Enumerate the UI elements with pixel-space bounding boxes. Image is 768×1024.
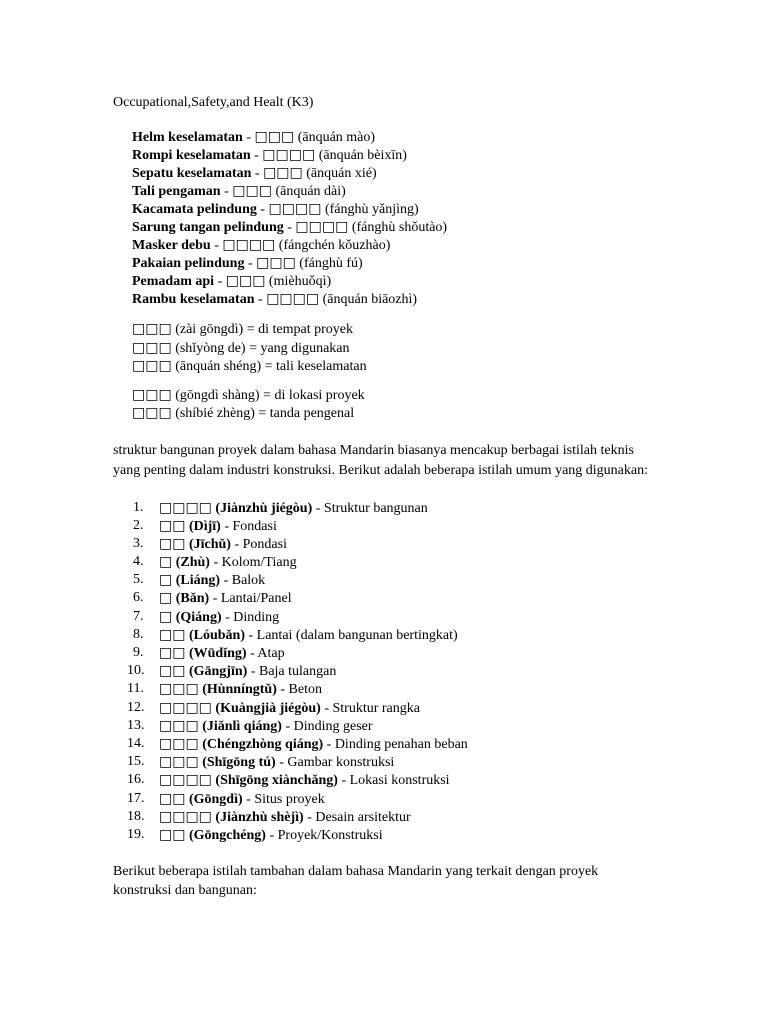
term-hanzi: □□□ [159, 735, 199, 752]
k3-separator: - [242, 130, 255, 145]
term-meaning: - Desain arsitektur [303, 809, 411, 825]
phrase-note [132, 320, 653, 339]
term-hanzi: □□ [159, 517, 186, 534]
phrase-text: (ānquán shéng) = tali keselamatan [171, 359, 367, 374]
list-number: 7. [133, 608, 144, 624]
k3-vocabulary-list [132, 128, 653, 308]
term-meaning: - Beton [276, 682, 322, 698]
k3-pinyin: (ānquán xié) [302, 166, 377, 181]
phrase-text: (shíbié zhèng) = tanda pengenal [171, 406, 355, 421]
phrase-hanzi: □□□ [132, 358, 172, 374]
term-hanzi: □ [159, 608, 173, 625]
k3-item [132, 272, 653, 290]
k3-hanzi: □□□□ [295, 219, 349, 235]
term-meaning: - Pondasi [230, 536, 287, 552]
list-item [133, 553, 653, 571]
term-hanzi: □ [159, 554, 173, 571]
phrase-note [132, 357, 653, 376]
k3-item [132, 236, 653, 254]
k3-term: Helm keselamatan [132, 130, 243, 145]
term-pinyin: (Liáng) [172, 573, 221, 589]
list-item [127, 735, 653, 753]
term-hanzi: □□□□ [159, 699, 212, 716]
k3-term: Kacamata pelindung [132, 202, 257, 217]
k3-item [132, 182, 653, 200]
k3-separator: - [214, 274, 226, 289]
list-item [127, 771, 653, 789]
term-pinyin: (Jiǎnlì qiáng) [198, 718, 282, 734]
term-pinyin: (Kuàngjià jiégòu) [211, 700, 321, 716]
term-hanzi: □ [159, 572, 173, 589]
document-title: Occupational,Safety,and Healt (K3) [113, 95, 314, 110]
term-meaning: - Struktur rangka [320, 700, 420, 716]
list-number: 19. [127, 826, 145, 842]
k3-hanzi: □□□□ [266, 291, 320, 307]
list-item [127, 662, 653, 680]
construction-terms-list [127, 499, 653, 845]
list-item [133, 535, 653, 553]
phrase-hanzi: □□□ [132, 405, 172, 421]
term-pinyin: (Wūdǐng) [185, 646, 247, 661]
k3-term: Rompi keselamatan [132, 148, 251, 163]
term-pinyin: (Gāngjīn) [185, 664, 248, 680]
term-hanzi: □□□□ [159, 772, 212, 789]
term-meaning: - Atap [246, 646, 285, 661]
term-meaning: - Kolom/Tiang [209, 555, 297, 571]
list-number: 11. [127, 681, 144, 697]
k3-separator: - [220, 184, 233, 199]
k3-term: Masker debu [132, 238, 211, 253]
phrase-hanzi: □□□ [132, 339, 172, 356]
term-pinyin: (Lóubǎn) [185, 627, 245, 643]
k3-hanzi: □□□ [256, 255, 296, 271]
list-number: 17. [127, 790, 145, 806]
term-hanzi: □□□□ [159, 499, 212, 516]
list-number: 15. [127, 754, 145, 770]
list-item [127, 699, 653, 717]
k3-item [132, 290, 653, 308]
k3-separator: - [210, 238, 223, 253]
phrase-note [132, 386, 653, 405]
term-meaning: - Dinding penahan beban [323, 736, 468, 752]
term-meaning: - Dinding [221, 609, 280, 625]
list-number: 2. [133, 517, 144, 533]
k3-separator: - [244, 256, 257, 271]
term-hanzi: □ [159, 590, 173, 607]
k3-pinyin: (fánghù shǒutào) [348, 220, 448, 235]
list-number: 12. [127, 699, 145, 715]
term-meaning: - Struktur bangunan [312, 500, 428, 516]
phrase-text: (gōngdì shàng) = di lokasi proyek [171, 387, 365, 403]
closing-paragraph: Berikut beberapa istilah tambahan dalam bahasa Mandarin yang terkait dengan proyek konstruksi dan bangunan: [113, 864, 599, 899]
k3-item [132, 254, 653, 272]
k3-separator: - [283, 220, 296, 235]
term-meaning: - Fondasi [220, 518, 277, 534]
term-pinyin: (Hùnníngtǔ) [198, 682, 277, 698]
k3-separator: - [250, 148, 263, 163]
list-number: 8. [133, 626, 144, 642]
list-item [133, 644, 653, 662]
phrase-notes-group-1 [132, 320, 653, 376]
phrase-notes-group-2 [132, 386, 653, 423]
k3-separator: - [251, 166, 264, 181]
term-pinyin: (Bǎn) [172, 591, 210, 607]
list-number: 6. [133, 590, 144, 606]
term-meaning: - Baja tulangan [247, 664, 337, 680]
term-hanzi: □□□ [159, 754, 199, 771]
k3-hanzi: □□□□ [268, 201, 322, 217]
list-item [133, 499, 653, 517]
k3-term: Rambu keselamatan [132, 292, 255, 307]
document-page [113, 94, 653, 900]
list-item [127, 790, 653, 808]
term-hanzi: □□ [159, 535, 186, 552]
term-hanzi: □□ [159, 790, 186, 807]
term-hanzi: □□□□ [159, 808, 212, 825]
k3-term: Sepatu keselamatan [132, 166, 252, 181]
phrase-note [132, 339, 653, 358]
term-meaning: - Lantai/Panel [209, 591, 292, 607]
list-item [127, 717, 653, 735]
term-pinyin: (Jīchǔ) [185, 536, 231, 552]
k3-pinyin: (fángchén kǒuzhào) [275, 238, 391, 253]
term-pinyin: (Jiànzhù shèjì) [211, 809, 304, 825]
k3-separator: - [254, 292, 267, 307]
list-number: 4. [133, 554, 144, 570]
list-item [133, 608, 653, 626]
k3-pinyin: (ānquán biāozhì) [319, 292, 418, 307]
list-number: 5. [133, 572, 144, 588]
term-pinyin: (Qiáng) [172, 609, 222, 625]
phrase-hanzi: □□□ [132, 321, 172, 337]
term-meaning: - Lantai (dalam bangunan bertingkat) [245, 627, 458, 643]
k3-hanzi: □□□ [225, 273, 266, 289]
list-item [127, 753, 653, 771]
list-item [127, 826, 653, 844]
list-number: 1. [133, 499, 144, 515]
term-pinyin: (Shīgōng xiànchǎng) [211, 773, 338, 789]
k3-item [132, 146, 653, 164]
term-hanzi: □□ [159, 826, 186, 843]
k3-term: Tali pengaman [132, 184, 221, 199]
list-number: 3. [133, 535, 144, 551]
list-number: 10. [127, 663, 145, 679]
k3-item [132, 164, 653, 182]
term-hanzi: □□□ [159, 681, 199, 698]
k3-term: Pemadam api [132, 274, 215, 289]
list-item [127, 680, 653, 698]
k3-pinyin: (mièhuǒqì) [265, 274, 332, 289]
list-item [133, 626, 653, 644]
k3-hanzi: □□□□ [222, 237, 276, 253]
term-pinyin: (Dìjī) [185, 518, 221, 534]
phrase-note [132, 404, 653, 423]
list-item [127, 808, 653, 826]
term-pinyin: (Gōngdì) [185, 791, 243, 807]
k3-term: Pakaian pelindung [132, 256, 245, 271]
term-pinyin: (Chéngzhòng qiáng) [198, 736, 324, 752]
k3-pinyin: (ānquán bèixīn) [315, 148, 407, 163]
list-item [133, 517, 653, 535]
k3-hanzi: □□□ [254, 129, 295, 145]
term-hanzi: □□ [159, 645, 186, 661]
list-number: 13. [127, 717, 145, 733]
k3-separator: - [256, 202, 269, 217]
term-meaning: - Situs proyek [242, 791, 325, 807]
list-number: 18. [127, 808, 145, 824]
k3-pinyin: (ānquán dài) [271, 184, 346, 199]
k3-pinyin: (ānquán mào) [294, 130, 376, 145]
term-hanzi: □□ [159, 663, 186, 680]
list-number: 14. [127, 735, 145, 751]
phrase-text: (shǐyòng de) = yang digunakan [171, 340, 350, 356]
k3-hanzi: □□□ [232, 183, 272, 199]
term-pinyin: (Jiànzhù jiégòu) [211, 500, 313, 516]
term-meaning: - Proyek/Konstruksi [265, 827, 383, 843]
k3-pinyin: (fánghù fú) [295, 256, 363, 271]
list-item [133, 571, 653, 589]
list-number: 16. [127, 772, 145, 788]
list-number: 9. [133, 645, 144, 660]
phrase-hanzi: □□□ [132, 386, 172, 403]
k3-pinyin: (fánghù yǎnjìng) [321, 202, 419, 217]
term-hanzi: □□□ [159, 717, 199, 734]
term-meaning: - Dinding geser [281, 718, 373, 734]
term-meaning: - Lokasi konstruksi [337, 773, 450, 789]
k3-item [132, 128, 653, 146]
term-pinyin: (Gōngchéng) [185, 827, 266, 843]
intro-paragraph: struktur bangunan proyek dalam bahasa Mandarin biasanya mencakup berbagai istilah teknis yang penting dalam industri konstruksi. Berikut adalah beberapa istilah umum yang digunakan: [113, 442, 648, 478]
k3-term: Sarung tangan pelindung [132, 220, 284, 235]
k3-hanzi: □□□ [263, 165, 303, 181]
term-meaning: - Gambar konstruksi [275, 755, 395, 771]
term-pinyin: (Zhù) [172, 555, 210, 571]
term-pinyin: (Shīgōng tú) [198, 755, 276, 771]
k3-item [132, 200, 653, 218]
k3-hanzi: □□□□ [262, 147, 316, 163]
k3-item [132, 218, 653, 236]
list-item [133, 589, 653, 607]
term-hanzi: □□ [159, 626, 186, 643]
phrase-text: (zài gōngdì) = di tempat proyek [171, 322, 353, 337]
term-meaning: - Balok [220, 573, 266, 589]
